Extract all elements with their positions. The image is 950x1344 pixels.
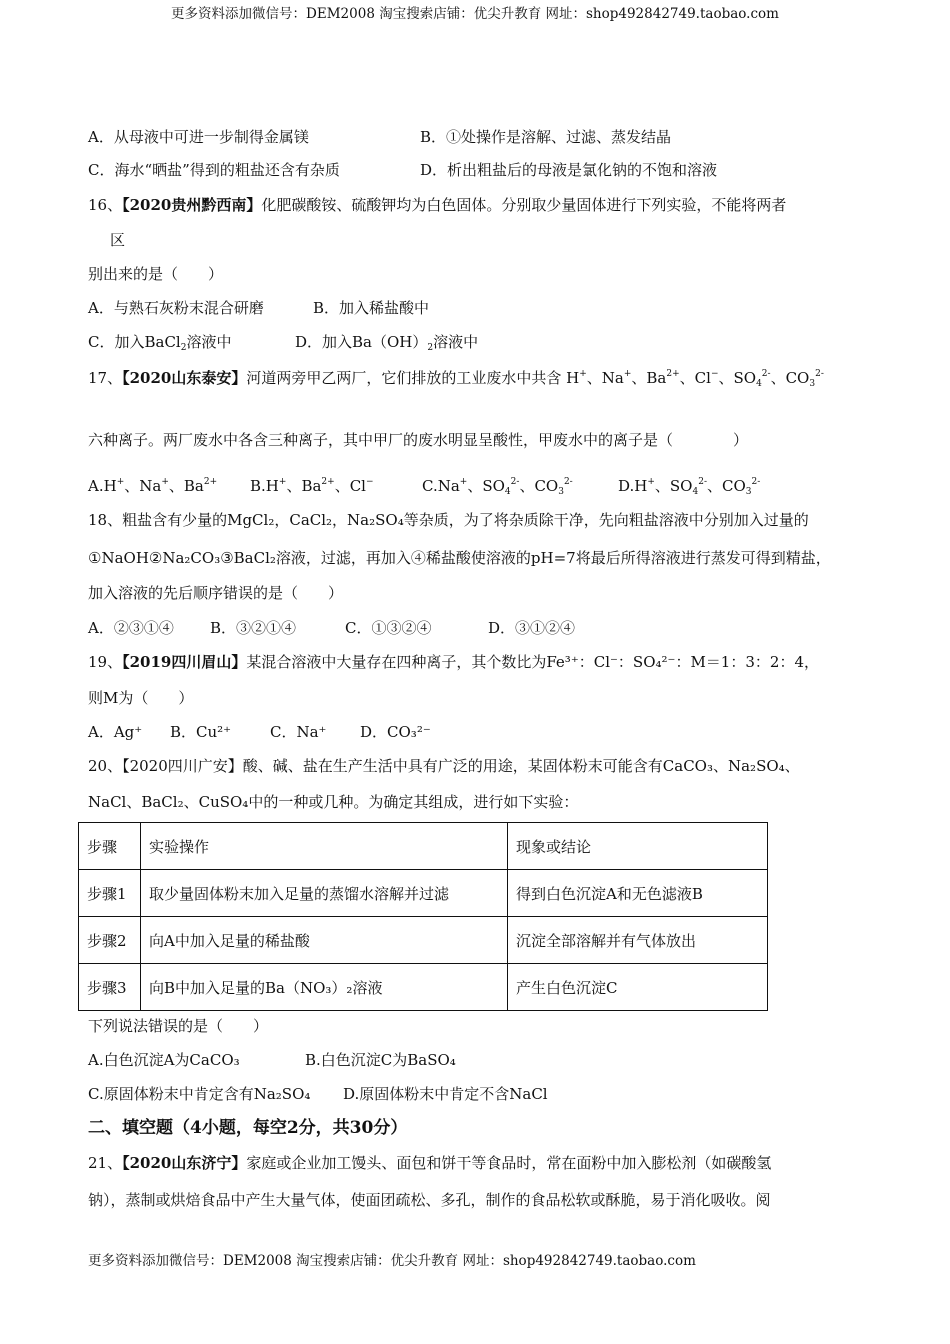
q19-source-tag: 【2019四川眉山】	[122, 653, 247, 671]
q16-stem-end: 别出来的是（ ）	[88, 265, 224, 283]
q19-stem-text: 某混合溶液中大量存在四种离子，其个数比为Fe³⁺：Cl⁻：SO₄²⁻：M＝1：3：2：4，	[246, 653, 819, 671]
q17-stem-text: 河道两旁甲乙两厂，它们排放的工业废水中共含	[246, 369, 562, 387]
table-cell: 取少量固体粉末加入足量的蒸馏水溶解并过滤	[141, 870, 508, 917]
q17-option-b: B.H+、$Ba^{2+}$、Cl−	[250, 477, 374, 495]
q19-option-c: C．Na⁺	[270, 723, 327, 741]
q16-stem-text: 化肥碳酸铵、硫酸钾均为白色固体。分别取少量固体进行下列实验，不能将两者	[261, 196, 787, 214]
table-header-row	[79, 823, 768, 870]
q21-source-tag: 【2020山东济宁】	[122, 1154, 247, 1172]
q18-stem-3: 加入溶液的先后顺序错误的是（ ）	[88, 584, 344, 602]
q18-option-a: A．②③①④	[88, 619, 174, 637]
q17-stem-2: 六种离子。两厂废水中各含三种离子，其中甲厂的废水明显呈酸性，甲废水中的离子是（ ）	[88, 431, 749, 449]
q21-stem-2: 钠），蒸制或烘焙食品中产生大量气体，使面团疏松、多孔，制作的食品松软或酥脆，易于消化吸收。阅	[88, 1191, 771, 1209]
q20-stem	[88, 756, 800, 776]
page-header: 更多资料添加微信号：DEM2008 淘宝搜索店铺：优尖升教育 网址：shop492842749.taobao.com	[171, 6, 779, 22]
q20-stem-2: NaCl、BaCl₂、CuSO₄中的一种或几种。为确定其组成，进行如下实验：	[88, 793, 579, 811]
q15-option-a: A．从母液中可进一步制得金属镁	[88, 128, 309, 146]
q16-stem-wrap: 区	[110, 231, 126, 249]
section-heading: 二、填空题（4小题，每空2分，共30分）	[88, 1118, 408, 1138]
table-cell: 得到白色沉淀A和无色滤液B	[508, 870, 768, 917]
q15-option-c: C．海水“晒盐”得到的粗盐还含有杂质	[88, 161, 340, 179]
q20-option-c: C.原固体粉末中肯定含有Na₂SO₄	[88, 1085, 311, 1103]
q21-stem-text: 家庭或企业加工馒头、面包和饼干等食品时，常在面粉中加入膨松剂（如碳酸氢	[246, 1154, 772, 1172]
q18-option-c: C．①③②④	[345, 619, 432, 637]
q17-ion-list: H+、Na+、$Ba^{2+}$、Cl−、$SO_4^{2-}$、$CO_3^{2-}$	[566, 369, 824, 389]
q18-option-b: B．③②①④	[210, 619, 297, 637]
q20-option-b: B.白色沉淀C为BaSO₄	[305, 1051, 456, 1069]
q20-stem-text: 酸、碱、盐在生产生活中具有广泛的用途，某固体粉末可能含有CaCO₃、Na₂SO₄、	[242, 757, 800, 775]
q16-option-a: A．与熟石灰粉末混合研磨	[88, 299, 264, 317]
q15-option-d: D．析出粗盐后的母液是氯化钠的不饱和溶液	[420, 161, 718, 179]
table-header-cell: 现象或结论	[508, 823, 768, 870]
q16-stem	[88, 195, 786, 215]
q16-option-d: D．加入$Ba(OH)_2$溶液中	[295, 333, 479, 353]
q18-stem-2: ①NaOH②Na₂CO₃③BaCl₂溶液，过滤，再加入④稀盐酸使溶液的pH=7将最后所得溶液进行蒸发可得到精盐，	[88, 549, 831, 567]
page-footer: 更多资料添加微信号：DEM2008 淘宝搜索店铺：优尖升教育 网址：shop492842749.taobao.com	[88, 1253, 696, 1269]
q20-number: 20、	[88, 757, 123, 775]
q16-number: 16、	[88, 196, 123, 214]
q17-source-tag: 【2020山东泰安】	[122, 369, 247, 387]
table-header-cell: 实验操作	[141, 823, 508, 870]
q18-stem-1: 18、粗盐含有少量的MgCl₂，CaCl₂，Na₂SO₄等杂质，为了将杂质除干净，先向粗盐溶液中分别加入过量的	[88, 511, 809, 529]
experiment-table	[78, 822, 768, 1011]
q21-stem	[88, 1153, 771, 1173]
table-row	[79, 870, 768, 917]
q17-stem	[88, 368, 824, 388]
q20-source-tag: 【2020四川广安】	[122, 757, 243, 775]
q17-option-c: C.Na+、$SO_4^{2-}$、$CO_3^{2-}$	[422, 477, 573, 497]
q21-number: 21、	[88, 1154, 123, 1172]
table-row	[79, 917, 768, 964]
q17-number: 17、	[88, 369, 123, 387]
q19-stem-2: 则M为（ ）	[88, 689, 194, 707]
table-cell: 向A中加入足量的稀盐酸	[141, 917, 508, 964]
q16-option-c: C．加入BaCl$_2$溶液中	[88, 333, 232, 353]
q20-question: 下列说法错误的是（ ）	[88, 1017, 269, 1035]
q16-option-b: B．加入稀盐酸中	[313, 299, 430, 317]
q19-option-a: A．Ag⁺	[88, 723, 143, 741]
q19-option-d: D．CO₃²⁻	[360, 723, 431, 741]
q19-option-b: B．Cu²⁺	[170, 723, 232, 741]
table-cell: 沉淀全部溶解并有气体放出	[508, 917, 768, 964]
table-row	[79, 964, 768, 1011]
q19-stem	[88, 652, 819, 672]
q20-option-d: D.原固体粉末中肯定不含NaCl	[343, 1085, 548, 1103]
table-cell: 向B中加入足量的Ba（NO₃）₂溶液	[141, 964, 508, 1011]
q20-option-a: A.白色沉淀A为CaCO₃	[88, 1051, 240, 1069]
table-cell: 产生白色沉淀C	[508, 964, 768, 1011]
table-header-cell: 步骤	[79, 823, 141, 870]
q15-option-b: B．①处操作是溶解、过滤、蒸发结晶	[420, 128, 672, 146]
table-cell: 步骤1	[79, 870, 141, 917]
q17-option-a: A.H+、Na+、$Ba^{2+}$	[88, 477, 218, 495]
q19-number: 19、	[88, 653, 123, 671]
table-cell: 步骤3	[79, 964, 141, 1011]
q17-option-d: D.H+、$SO_4^{2-}$、$CO_3^{2-}$	[618, 477, 761, 497]
q18-option-d: D．③①②④	[488, 619, 576, 637]
table-cell: 步骤2	[79, 917, 141, 964]
q16-source-tag: 【2020贵州黔西南】	[122, 196, 262, 214]
